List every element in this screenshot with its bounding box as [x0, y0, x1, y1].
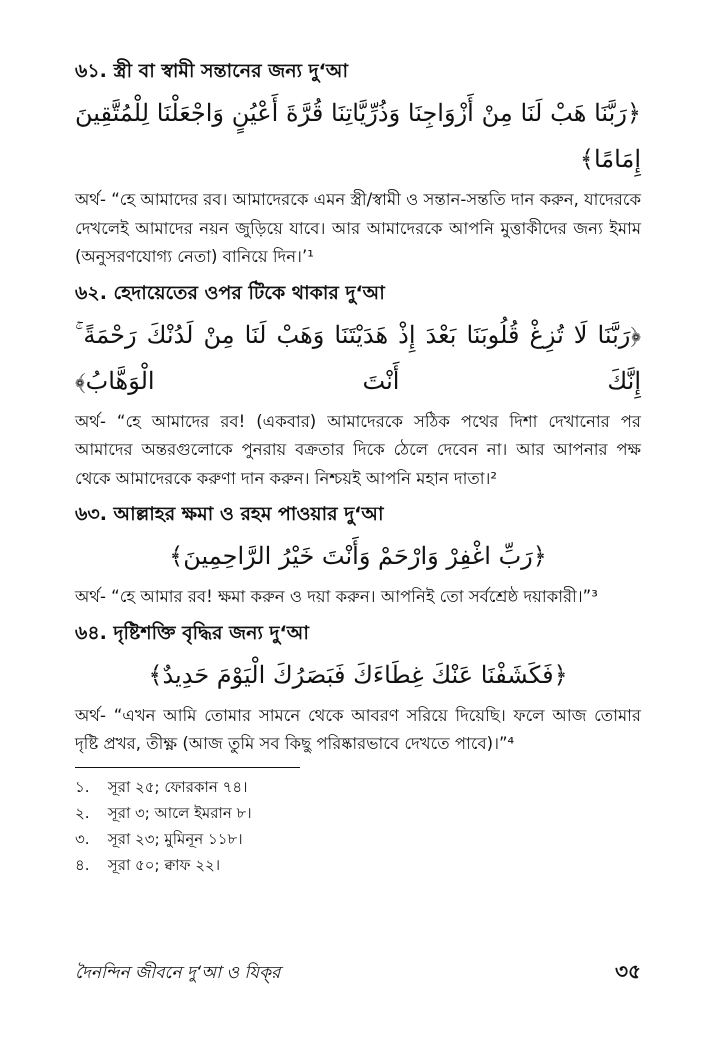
meaning-text: অর্থ- “এখন আমি তোমার সামনে থেকে আবরণ সরিয়ে দিয়েছি। ফলে আজ তোমার দৃষ্টি প্রখর, তীক্ষ্ণ (আজ তুমি সব কিছু পরিষ্কারভাবে দেখতে পাবে)।”⁴ — [75, 705, 641, 753]
page-number: ৩৫ — [615, 959, 641, 983]
footnote-item — [75, 800, 641, 826]
footnote-number: ২. — [75, 803, 90, 822]
footnote-divider — [75, 767, 300, 768]
section-64 — [75, 620, 641, 759]
section-62 — [75, 280, 641, 494]
section-heading: ৬৩. আল্লাহর ক্ষমা ও রহম পাওয়ার দু‘আ — [75, 503, 384, 525]
section-61 — [75, 58, 641, 272]
section-heading: ৬২. হেদায়েতের ওপর টিকে থাকার দু‘আ — [75, 281, 385, 304]
footnote-item — [75, 826, 641, 852]
footnote-text: সূরা ২৫; ফোরকান ৭৪। — [107, 777, 248, 796]
arabic-verse: ﴿رَبَّنَا هَبْ لَنَا مِنْ أَزْوَاجِنَا وَذُرِّيَّاتِنَا قُرَّةَ أَعْيُنٍ وَاجْعَلْنَا لِلْمُتَّقِينَ إِمَامًا﴾ — [75, 99, 641, 173]
page-content — [75, 58, 641, 878]
footnote-text: সূরা ৩; আলে ইমরান ৮। — [107, 803, 252, 822]
book-title: দৈনন্দিন জীবনে দু‘আ ও যিক্‌র — [75, 963, 281, 983]
arabic-verse: ﴿رَبَّنَا لَا تُزِغْ قُلُوبَنَا بَعْدَ إِذْ هَدَيْتَنَا وَهَبْ لَنَا مِنْ لَدُنْكَ رَحْمَةً ۚ إِنَّكَ أَنْتَ الْوَهَّابُ﴾ — [75, 320, 641, 395]
meaning-text: অর্থ- “হে আমাদের রব। আমাদেরকে এমন স্ত্রী/স্বামী ও সন্তান-সন্ততি দান করুন, যাদেরকে দেখলেই আমাদের নয়ন জুড়িয়ে যাবে। আর আমাদেরকে আপনি মুত্তাকীদের জন্য ইমাম (অনুসরণযোগ্য নেতা) বানিয়ে দিন।’¹ — [75, 190, 641, 266]
footnotes — [75, 774, 641, 878]
arabic-verse: ﴿رَبِّ اغْفِرْ وَارْحَمْ وَأَنْتَ خَيْرُ الرَّاحِمِينَ﴾ — [169, 542, 547, 570]
footnote-number: ৩. — [75, 829, 90, 848]
footnote-text: সূরা ২৩; মুমিনূন ১১৮। — [107, 829, 243, 848]
meaning-text: অর্থ- “হে আমার রব! ক্ষমা করুন ও দয়া করুন। আপনিই তো সর্বশ্রেষ্ঠ দয়াকারী।”³ — [75, 587, 598, 606]
footnote-text: সূরা ৫০; ক্বাফ ২২। — [107, 855, 221, 874]
footnote-item — [75, 852, 641, 878]
section-heading: ৬৪. দৃষ্টিশক্তি বৃদ্ধির জন্য দু‘আ — [75, 621, 309, 644]
arabic-verse: ﴿فَكَشَفْنَا عَنْكَ غِطَاءَكَ فَبَصَرُكَ الْيَوْمَ حَدِيدٌ﴾ — [148, 660, 568, 689]
section-63 — [75, 501, 641, 612]
meaning-text: অর্থ- “হে আমাদের রব! (একবার) আমাদেরকে সঠিক পথের দিশা দেখানোর পর আমাদের অন্তরগুলোকে পুনরায় বক্রতার দিকে ঠেলে দেবেন না। আর আপনার পক্ষ থেকে আমাদেরকে করুণা দান করুন। নিশ্চয়ই আপনি মহান দাতা।² — [75, 411, 641, 488]
footnote-number: ৪. — [75, 855, 90, 874]
page-footer — [75, 957, 641, 990]
footnote-item — [75, 774, 641, 800]
footnote-number: ১. — [75, 777, 90, 796]
section-heading: ৬১. স্ত্রী বা স্বামী সন্তানের জন্য দু‘আ — [75, 60, 349, 82]
